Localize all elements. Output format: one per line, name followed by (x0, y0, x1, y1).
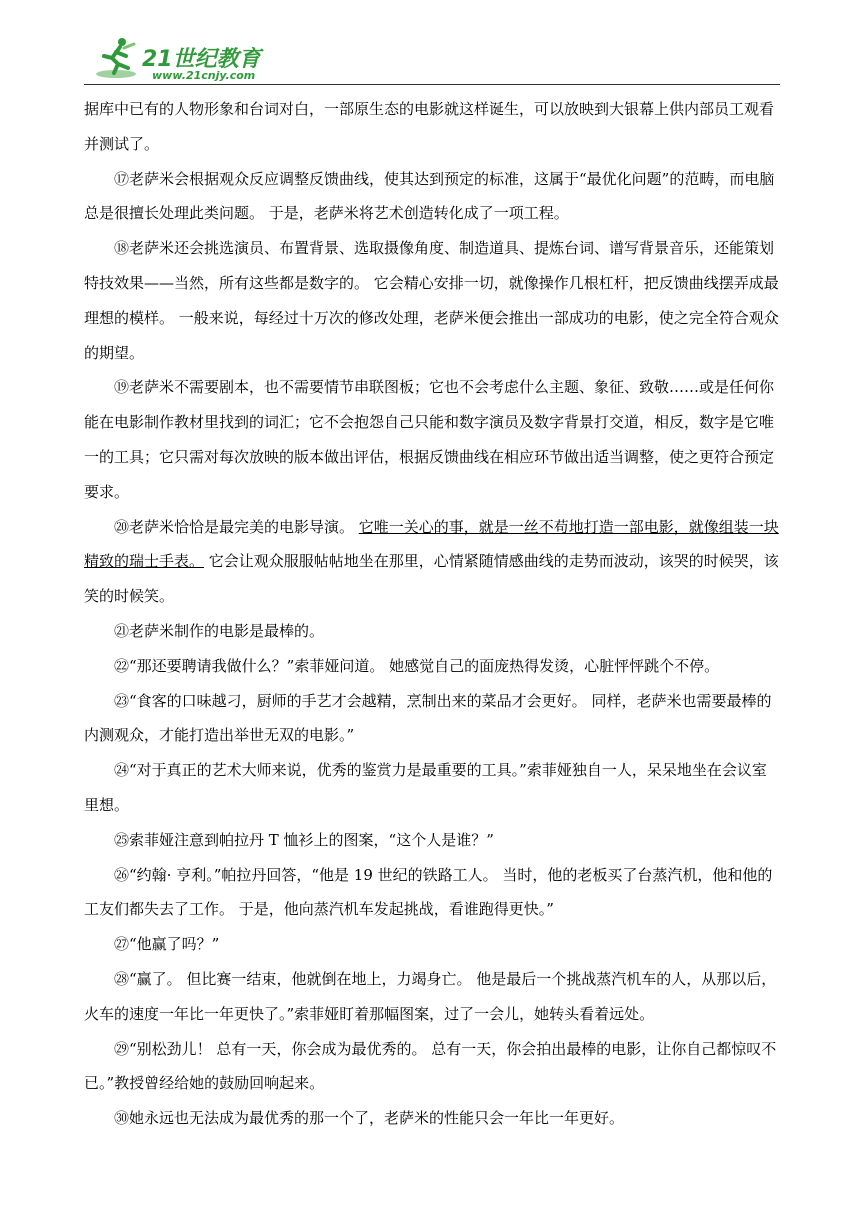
paragraph: ⑱老萨米还会挑选演员、布置背景、选取摄像角度、制造道具、提炼台词、谱写背景音乐，还能策划特技效果——当然，所有这些都是数字的。 它会精心安排一切，就像操作几根杠杆，把反馈曲线摆弄成最理想的模样。 一般来说，每经过十万次的修改处理，老萨米便会推出一部成功的电影，使之完全符合观众的期望。 (84, 239, 779, 362)
runner-logo-icon (94, 36, 140, 80)
logo-url: www.21cnjy.com (152, 69, 256, 82)
paragraph: ㉚她永远也无法成为最优秀的那一个了，老萨米的性能只会一年比一年更好。 (114, 1109, 625, 1128)
paragraph: ㉑老萨米制作的电影是最棒的。 (114, 621, 325, 640)
paragraph: ㉔“对于真正的艺术大师来说，优秀的鉴赏力是最重要的工具。”索菲娅独自一人，呆呆地坐在会议室里想。 (84, 761, 767, 814)
logo (94, 36, 314, 82)
paragraph: 据库中已有的人物形象和台词对白，一部原生态的电影就这样诞生，可以放映到大银幕上供内部员工观看并测试了。 (84, 100, 775, 153)
paragraph: ⑲老萨米不需要剧本，也不需要情节串联图板；它也不会考虑什么主题、象征、致敬……或是任何你能在电影制作教材里找到的词汇；它不会抱怨自己只能和数字演员及数字背景打交道，相反，数字是它唯一的工具；它只需对每次放映的版本做出评估，根据反馈曲线在相应环节做出适当调整，使之更符合预定要求。 (84, 378, 775, 501)
paragraph: ㉕索菲娅注意到帕拉丹 T 恤衫上的图案，“这个人是谁？” (114, 830, 494, 849)
underlined-sentence: 它唯一关心的事，就是一丝不苟地打造一部电影，就像组装一块精致的瑞士手表。 (84, 517, 779, 571)
paragraph: ㉙“别松劲儿！ 总有一天，你会成为最优秀的。 总有一天，你会拍出最棒的电影，让你自己都惊叹不已。”教授曾经给她的鼓励回响起来。 (84, 1039, 777, 1093)
paragraph: ㉗“他赢了吗？” (114, 935, 220, 954)
page-header (84, 30, 780, 86)
paragraph: ㉒“那还要聘请我做什么？”索菲娅问道。 她感觉自己的面庞热得发烫，心脏怦怦跳个不停。 (114, 656, 720, 675)
paragraph-text: ⑳老萨米恰恰是最完美的电影导演。 (114, 517, 359, 536)
paragraph-text: 它会让观众服服帖帖地坐在那里，心情紧随情感曲线的走势而波动，该哭的时候哭，该笑的时候笑。 (84, 552, 779, 606)
header-divider (84, 84, 780, 85)
paragraph: ㉘“赢了。 但比赛一结束，他就倒在地上，力竭身亡。 他是最后一个挑战蒸汽机车的人，从那以后，火车的速度一年比一年更快了。”索菲娅盯着那幅图案，过了一会儿，她转头看着远处。 (84, 969, 777, 1023)
paragraph (84, 510, 780, 614)
paragraph: ㉓“食客的口味越刁，厨师的手艺才会越精，烹制出来的菜品才会更好。 同样，老萨米也需要最棒的内测观众，才能打造出举世无双的电影。” (84, 691, 772, 745)
logo-text: 21世纪教育 (142, 47, 261, 72)
paragraph: ⑰老萨米会根据观众反应调整反馈曲线，使其达到预定的标准，这属于“最优化问题”的范畴，而电脑总是很擅长处理此类问题。 于是，老萨米将艺术创造转化成了一项工程。 (84, 169, 775, 223)
paragraph: ㉖“约翰· 亨利。”帕拉丹回答，“他是 19 世纪的铁路工人。 当时，他的老板买了台蒸汽机，他和他的工友们都失去了工作。 于是，他向蒸汽机车发起挑战，看谁跑得更快。” (84, 865, 773, 919)
article-body (84, 92, 780, 1136)
